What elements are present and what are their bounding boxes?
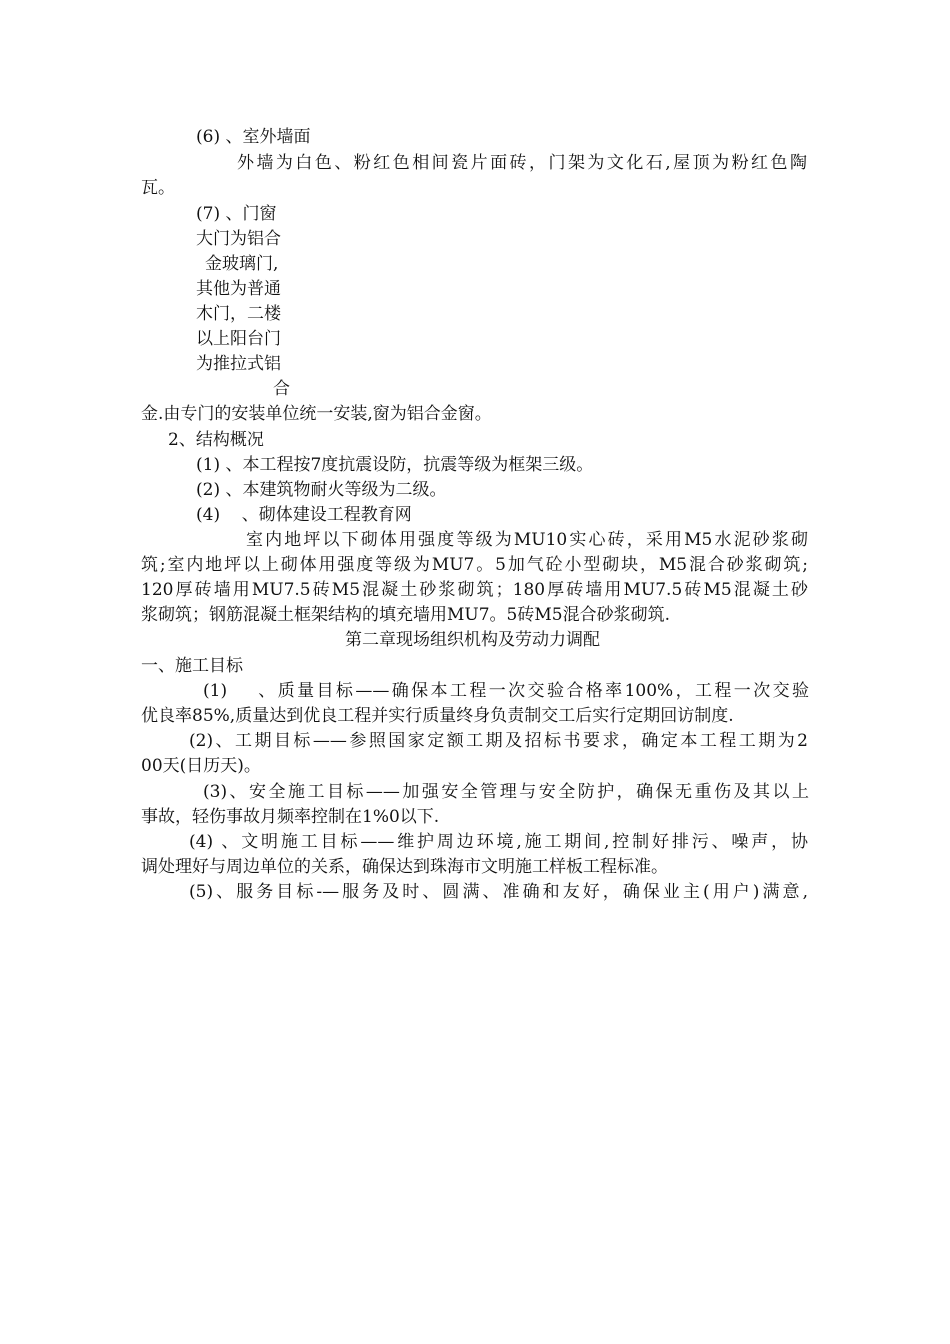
list-item: (4) 、砌体建设工程教育网: [196, 505, 412, 525]
paragraph-line: 其他为普通: [196, 279, 281, 299]
chapter-title: 第二章现场组织机构及劳动力调配: [345, 630, 600, 650]
paragraph-line: (2)、工期目标——参照国家定额工期及招标书要求，确定本工程工期为2: [189, 731, 808, 751]
paragraph-line: 浆砌筑；钢筋混凝土框架结构的填充墙用MU7。5砖M5混合砂浆砌筑.: [141, 605, 670, 625]
paragraph-line: 00天(日历天)。: [141, 756, 261, 776]
paragraph-line: 金玻璃门,: [205, 254, 279, 274]
paragraph-line: (3)、安全施工目标——加强安全管理与安全防护，确保无重伤及其以上: [203, 782, 809, 802]
paragraph-line: 优良率85%,质量达到优良工程并实行质量终身负责制交工后实行定期回访制度.: [141, 706, 734, 726]
paragraph-line: (5)、服务目标-—服务及时、圆满、准确和友好，确保业主(用户)满意,: [189, 882, 808, 902]
list-item: (2) 、本建筑物耐火等级为二级。: [196, 480, 447, 500]
paragraph-line: 以上阳台门: [196, 329, 281, 349]
paragraph-line: 大门为铝合: [196, 229, 281, 249]
paragraph-line: 筑;室内地坪以上砌体用强度等级为MU7。5加气砼小型砌块，M5混合砂浆砌筑;: [141, 555, 808, 575]
paragraph-line: 瓦。: [141, 178, 175, 198]
paragraph-line: 为推拉式铝: [196, 354, 281, 374]
heading-doors-windows: (7) 、门窗: [196, 204, 277, 224]
paragraph-line: 木门，二楼: [196, 304, 281, 324]
paragraph-line: 合: [273, 379, 290, 399]
paragraph-line: 120厚砖墙用MU7.5砖M5混凝土砂浆砌筑；180厚砖墙用MU7.5砖M5混凝土砂: [141, 580, 808, 600]
heading-exterior-wall: (6) 、室外墙面: [196, 127, 311, 147]
section-heading: 2、结构概况: [168, 430, 264, 450]
paragraph-line: (1) 、质量目标——确保本工程一次交验合格率100%，工程一次交验: [203, 681, 809, 701]
section-heading: 一、施工目标: [141, 656, 243, 676]
paragraph-line: 调处理好与周边单位的关系，确保达到珠海市文明施工样板工程标准。: [141, 857, 668, 877]
paragraph-line: 外墙为白色、粉红色相间瓷片面砖，门架为文化石,屋顶为粉红色陶: [237, 153, 807, 173]
list-item: (1) 、本工程按7度抗震设防，抗震等级为框架三级。: [196, 455, 594, 475]
paragraph-line: 室内地坪以下砌体用强度等级为MU10实心砖，采用M5水泥砂浆砌: [246, 530, 808, 550]
paragraph-line: (4) 、文明施工目标——维护周边环境,施工期间,控制好排污、噪声，协: [189, 832, 808, 852]
paragraph-line: 金.由专门的安装单位统一安装,窗为铝合金窗。: [141, 404, 492, 424]
paragraph-line: 事故，轻伤事故月频率控制在1%0以下.: [141, 807, 440, 827]
